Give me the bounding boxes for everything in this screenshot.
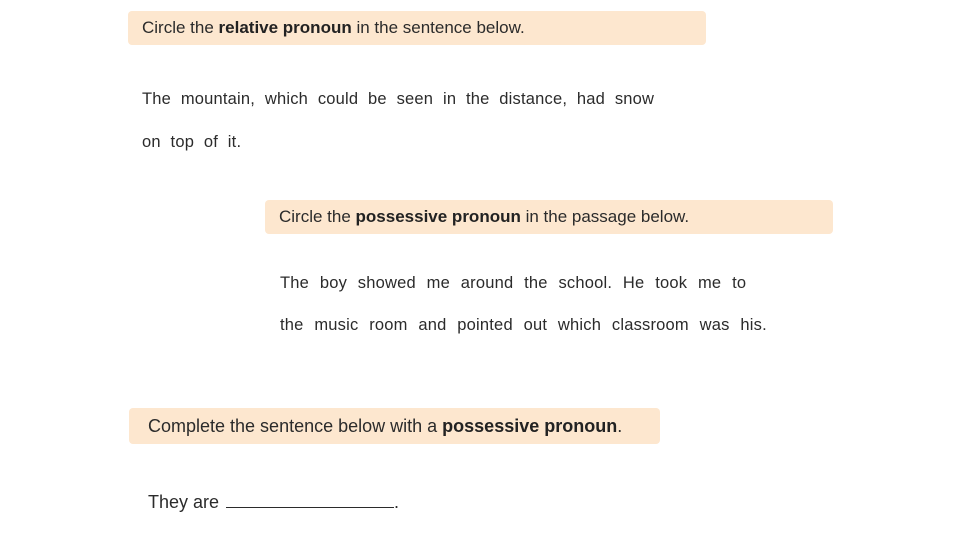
passage-line: The boy showed me around the school. He took me to xyxy=(280,274,747,292)
answer-blank[interactable] xyxy=(226,493,394,508)
instruction-text: in the sentence below. xyxy=(351,18,525,37)
instruction-text: Complete the sentence below with a xyxy=(148,416,443,436)
instruction-text: . xyxy=(617,416,623,436)
sentence-line: on top of it. xyxy=(142,133,242,151)
fill-in-sentence xyxy=(148,492,399,513)
instruction-banner-possessive-pronoun xyxy=(265,200,833,234)
sentence-end: . xyxy=(394,492,400,512)
instruction-banner-complete-sentence xyxy=(129,408,660,444)
instruction-keyword: possessive pronoun xyxy=(442,416,618,436)
instruction-keyword: relative pronoun xyxy=(218,18,352,37)
passage-line: the music room and pointed out which classroom was his. xyxy=(280,316,767,334)
instruction-text: in the passage below. xyxy=(520,207,690,226)
sentence-start: They are xyxy=(148,492,220,512)
instruction-text: Circle the xyxy=(142,18,219,37)
instruction-keyword: possessive pronoun xyxy=(355,207,521,226)
sentence-line: The mountain, which could be seen in the distance, had snow xyxy=(142,90,655,108)
instruction-banner-relative-pronoun xyxy=(128,11,706,45)
instruction-text: Circle the xyxy=(279,207,356,226)
